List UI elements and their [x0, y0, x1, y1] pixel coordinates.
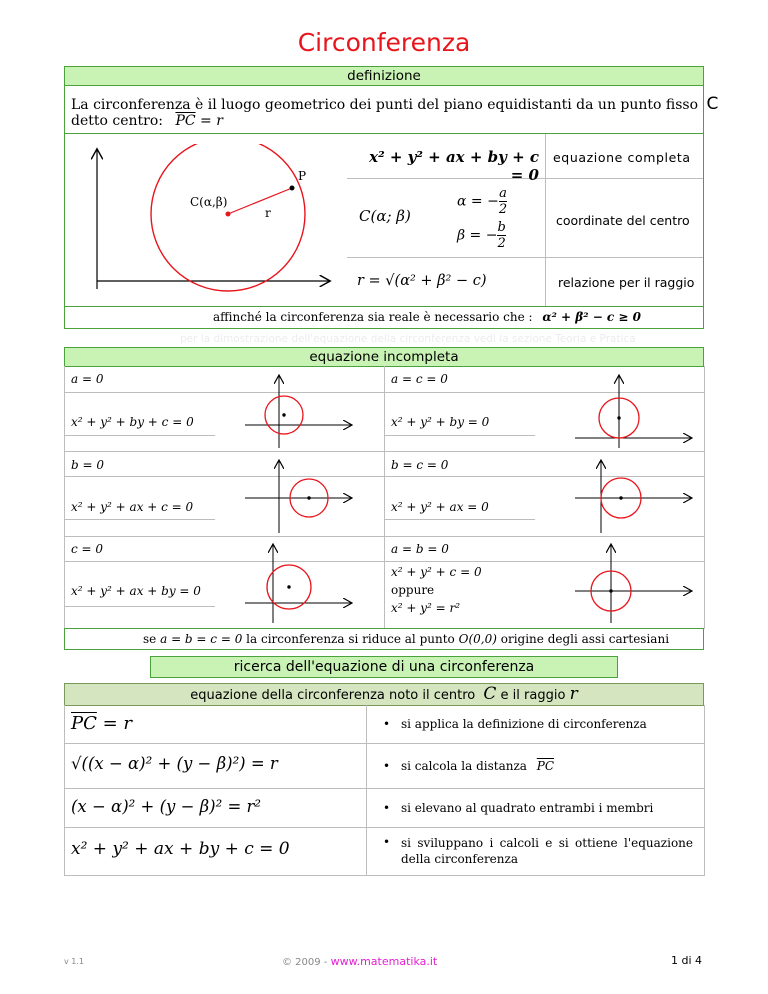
complete-equation: x² + y² + ax + by + c = 0 [369, 148, 539, 184]
graph-ab0 [571, 539, 697, 625]
copyright-wrap [282, 955, 437, 968]
cond-ac0: a = c = 0 [391, 372, 448, 386]
grid-line [545, 134, 546, 306]
incomplete-footer-wrap [143, 632, 669, 646]
eq-ac0: x² + y² + by = 0 [391, 415, 490, 429]
site-link[interactable]: www.matematika.it [330, 955, 438, 968]
label-r: r [265, 206, 271, 220]
subheader-ricerca [64, 683, 704, 706]
radius-line [228, 188, 292, 214]
beta-fraction: $\frac{b}{2}$ [497, 220, 506, 251]
graph-bc0 [571, 455, 697, 535]
grid-line [385, 435, 535, 436]
step4-bullet: • [383, 835, 391, 849]
grid-line [384, 366, 385, 628]
step1-text: si applica la definizione di circonferenza [401, 717, 647, 731]
grid-line [65, 827, 704, 828]
definition-line2-wrap [71, 113, 223, 129]
step3-text: si elevano al quadrato entrambi i membri [401, 801, 654, 815]
eq-bc0: x² + y² + ax = 0 [391, 500, 489, 514]
complete-equation-label: equazione completa [553, 150, 691, 165]
subheader-C: C [483, 684, 497, 704]
point-P [290, 186, 295, 191]
cond-bc0: b = c = 0 [391, 458, 449, 472]
page-title: Circonferenza [297, 28, 471, 57]
label-center: C(α,β) [190, 195, 228, 209]
beta-formula [457, 220, 506, 251]
eq-ab0-alt: x² + y² = r² [391, 601, 461, 615]
center-coordinates: C(α; β) [359, 207, 411, 225]
eq-c0: x² + y² + ax + by = 0 [71, 584, 201, 598]
section-header-ricerca: ricerca dell'equazione di una circonferenza [150, 656, 618, 678]
subheader-pre: equazione della circonferenza noto il centro [190, 688, 476, 703]
step4-formula: x² + y² + ax + by + c = 0 [71, 839, 290, 859]
definition-line2: detto centro: [71, 113, 163, 129]
step2-bullet: • [383, 759, 391, 773]
faded-note: per la dimostrazione dell'equazione della circonferenza vedi la sezione Teoria e Pratica [180, 333, 636, 345]
alpha-fraction: $\frac{a}{2}$ [498, 186, 508, 217]
radius-label: relazione per il raggio [558, 275, 695, 290]
center-label: coordinate del centro [556, 213, 690, 228]
grid-line [65, 519, 215, 520]
graph-ac0 [571, 370, 697, 450]
grid-line [65, 788, 704, 789]
step4-text: si sviluppano i calcoli e si ottiene l'equazione della circonferenza [401, 836, 693, 866]
incomplete-grid [64, 366, 705, 629]
incomplete-footer [64, 628, 704, 650]
grid-line [65, 435, 215, 436]
step3-formula: (x − α)² + (y − β)² = r² [71, 797, 262, 816]
alpha-formula [457, 186, 507, 217]
grid-line [65, 743, 704, 744]
grid-line [385, 519, 535, 520]
step2-text-wrap [401, 759, 554, 773]
oppure-text: oppure [391, 583, 435, 597]
definition-formula: $\overline{PC}$ [175, 113, 196, 129]
grid-line [65, 451, 704, 452]
condition-formula: α² + β² − c ≥ 0 [542, 310, 641, 324]
cond-c0: c = 0 [71, 542, 104, 556]
center-point [226, 212, 231, 217]
condition-text: affinché la circonferenza sia reale è necessario che : [213, 310, 533, 324]
cond-ab0: a = b = 0 [391, 542, 449, 556]
cond-a0: a = 0 [71, 372, 104, 386]
step2-PC: $\overline{PC}$ [536, 759, 555, 773]
equation-box [64, 133, 704, 307]
graph-b0 [239, 455, 359, 535]
grid-line [366, 705, 367, 875]
definition-box [64, 85, 719, 134]
circle [151, 144, 305, 291]
eq-ab0: x² + y² + c = 0 [391, 565, 482, 579]
grid-line [65, 536, 704, 537]
step2-text: si calcola la distanza [401, 759, 527, 773]
footer-cond: a = b = c = 0 [160, 632, 243, 646]
footer-post: origine degli assi cartesiani [500, 632, 670, 646]
label-P: P [298, 169, 307, 183]
step2-formula: √((x − α)² + (y − β)²) = r [71, 754, 278, 773]
alpha-lhs: α = − [457, 193, 499, 210]
subheader-mid: e il raggio [500, 688, 566, 703]
footer-mid: la circonferenza si riduce al punto [246, 632, 455, 646]
cond-b0: b = 0 [71, 458, 104, 472]
version: v 1.1 [64, 957, 84, 966]
step1-formula: $\overline{PC} = r$ [71, 713, 133, 734]
copyright: © 2009 - [282, 957, 328, 968]
section-header-definizione: definizione [64, 66, 704, 86]
condition-wrap [213, 310, 641, 324]
definition-formula-rest: = r [195, 113, 223, 129]
section-header-incompleta: equazione incompleta [64, 347, 704, 367]
step1-PC: $\overline{PC}$ [71, 713, 97, 734]
subheader-r: r [569, 684, 578, 704]
grid-line [347, 257, 703, 258]
footer-pre: se [143, 632, 157, 646]
page-number: 1 di 4 [670, 954, 702, 967]
definition-text [71, 94, 718, 114]
definition-line1: La circonferenza è il luogo geometrico dei punti del piano equidistanti da un punto fisso [71, 97, 699, 113]
graph-a0 [239, 370, 359, 450]
step3-bullet: • [383, 801, 391, 815]
condition-box [64, 306, 704, 329]
definition-center-letter: C [706, 94, 719, 114]
ricerca-grid [64, 705, 705, 876]
step1-bullet: • [383, 717, 391, 731]
radius-formula: r = √(α² + β² − c) [357, 273, 487, 289]
circle-figure [79, 144, 345, 294]
eq-a0: x² + y² + by + c = 0 [71, 415, 194, 429]
graph-c0 [239, 539, 359, 625]
footer-point: O(0,0) [458, 632, 497, 646]
grid-line [65, 606, 215, 607]
beta-lhs: β = − [457, 227, 498, 244]
eq-b0: x² + y² + ax + c = 0 [71, 500, 194, 514]
